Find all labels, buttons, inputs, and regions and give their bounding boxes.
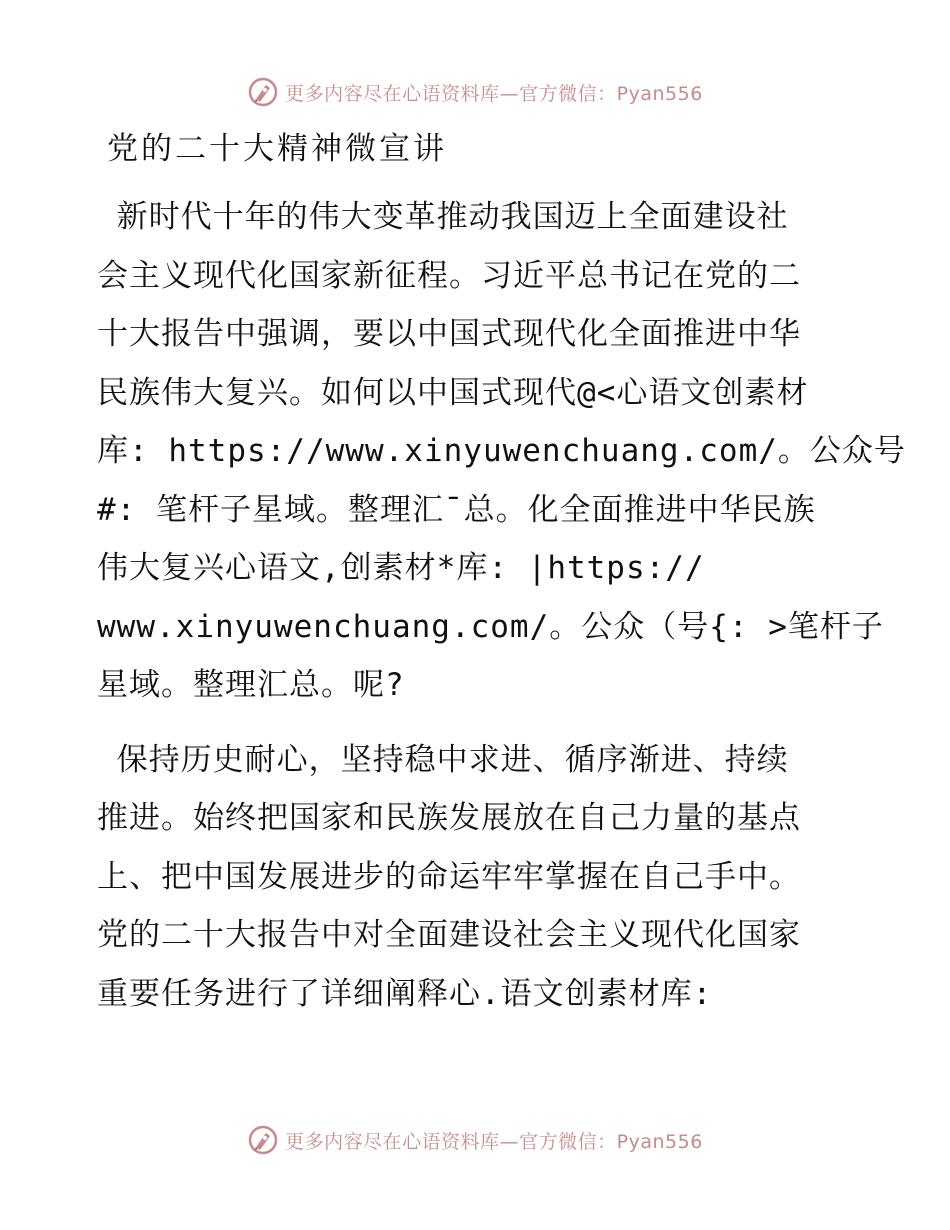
header-watermark [0,72,950,112]
paragraph-line: 新时代十年的伟大变革推动我国迈上全面建设社 [97,199,789,235]
watermark-text: 更多内容尽在心语资料库—官方微信：Pyan556 [285,82,703,105]
paragraph-line: #: 笔杆子星域。整理汇¯总。化全面推进中华民族 [97,491,816,528]
paragraph-line: 民族伟大复兴。如何以中国式现代@<心语文创素材 [97,374,809,411]
paragraph-line: 伟大复兴心语文,创素材*库: |https:// [97,550,705,586]
paragraph-line: 重要任务进行了详细阐释心.语文创素材库: [97,975,713,1012]
paragraph-line: 推进。始终把国家和民族发展放在自己力量的基点 [97,800,801,836]
document-body [97,124,906,1023]
paragraph-line: www.xinyuwenchuang.com/。公众（号{: >笔杆子 [97,608,884,645]
pen-nib-circle-icon [247,1124,279,1156]
paragraph-line: 星域。整理汇总。呢? [97,667,405,703]
paragraph-line: 十大报告中强调，要以中国式现代化全面推进中华 [97,316,801,352]
paragraph-2 [97,731,849,1024]
paragraph-line: 会主义现代化国家新征程。习近平总书记在党的二 [97,257,801,294]
paragraph-line: 党的二十大报告中对全面建设社会主义现代化国家 [97,917,801,953]
paragraph-line: 库: https://www.xinyuwenchuang.com/。公众号 [97,433,906,469]
pen-nib-circle-icon [247,76,279,108]
watermark-text: 更多内容尽在心语资料库—官方微信：Pyan556 [285,1130,703,1153]
document-title: 党的二十大精神微宣讲 [107,131,447,167]
paragraph-line: 上、把中国发展进步的命运牢牢掌握在自己手中。 [97,858,801,895]
paragraph-line: 保持历史耐心，坚持稳中求进、循序渐进、持续 [97,741,789,778]
footer-watermark [0,1120,950,1160]
paragraph-1 [97,188,906,715]
